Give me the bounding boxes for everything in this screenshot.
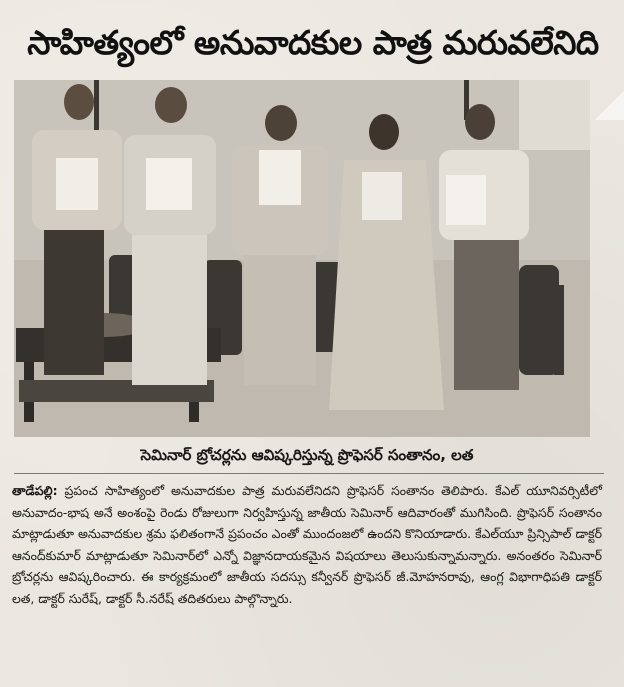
seminar-photo: [14, 80, 590, 437]
divider: [14, 473, 604, 474]
window-light: [519, 80, 590, 150]
headline: సాహిత్యంలో అనువాదకుల పాత్ర మరువలేనిది: [27, 23, 599, 62]
photo-illustration: [14, 80, 590, 437]
paper-fold: [594, 90, 624, 120]
article-body: [12, 480, 602, 680]
article-text: ప్రపంచ సాహిత్యంలో అనువాదకుల పాత్ర మరువలేనిదని ప్రొఫెసర్ సంతానం తెలిపారు. కేఎల్ యూనివర్సిటీలో అనువాదం-భాష అనే అంశంపై రెండు రోజులుగా నిర్వహిస్తున్న జాతీయ సెమినార్ ఆదివారంతో ముగిసింది. ప్రొఫెసర్ సంతానం మాట్లాడుతూ అనువాదకుల శ్రమ ఫలితంగానే ప్రపంచం ఎంతో ముందంజలో ఉందని కొనియాడారు. కేఎల్‌యూ ప్రిన్సిపాల్ డాక్టర్ ఆనంద్‌కుమార్ మాట్లాడుతూ సెమినార్‌లో ఎన్నో విజ్ఞానదాయకమైన విషయాలు తెలుసుకున్నామన్నారు. అనంతరం సెమినార్ బ్రోచర్లను ఆవిష్కరించారు. ఈ కార్యక్రమంలో జాతీయ సదస్సు కన్వీనర్ ప్రొఫెసర్ జీ.మోహనరావు, ఆంగ్ల విభాగాధిపతి డాక్టర్ లత, డాక్టర్ సురేష్, డాక్టర్ సీ.నరేష్ తదితరులు పాల్గొన్నారు.: [12, 483, 602, 606]
dateline: తాడేపల్లి:: [12, 483, 58, 498]
person-3: [232, 105, 328, 385]
article-paragraph: [12, 480, 602, 609]
photo-caption: సెమినార్ బ్రోచర్లను ఆవిష్కరిస్తున్న ప్రొఫెసర్ సంతానం, లత: [140, 446, 474, 464]
